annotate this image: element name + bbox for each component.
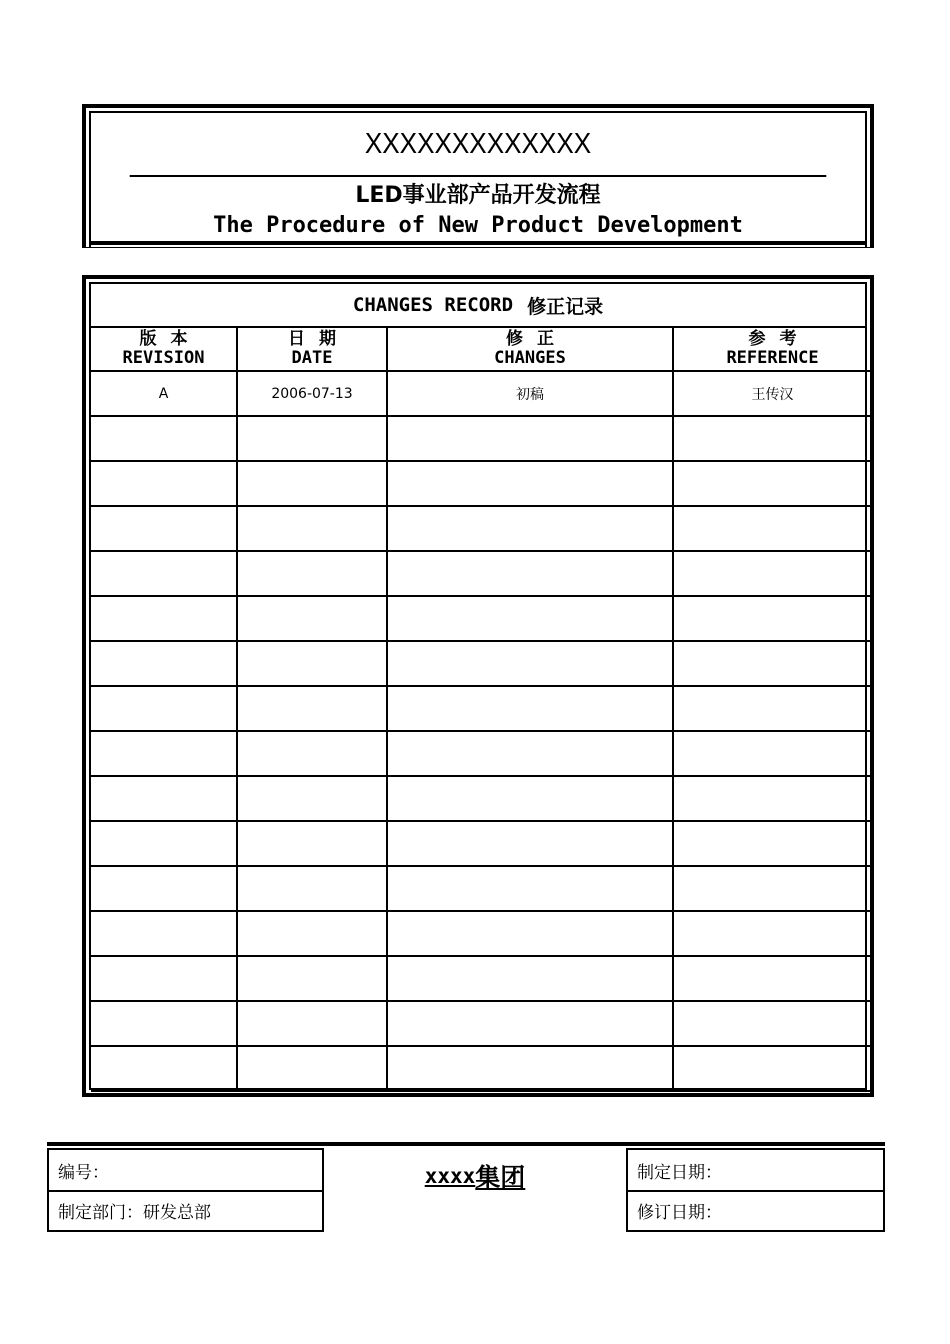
cell-reference [673, 821, 871, 866]
cell-revision [91, 551, 237, 596]
table-row [91, 1001, 871, 1046]
group-name-suffix: 集团 [475, 1163, 526, 1192]
footer-right-box [626, 1148, 885, 1232]
table-row [91, 866, 871, 911]
cell-date [237, 596, 387, 641]
changes-record-heading [91, 284, 865, 328]
footer-left-box [47, 1148, 324, 1232]
cell-revision [91, 641, 237, 686]
table-row [91, 1046, 871, 1091]
cell-changes [387, 641, 673, 686]
english-title: The Procedure of New Product Development [213, 213, 743, 238]
column-header-en: REFERENCE [726, 348, 819, 368]
cell-reference [673, 416, 871, 461]
cell-date [237, 641, 387, 686]
cell-date: 2006-07-13 [237, 371, 387, 416]
cell-date [237, 551, 387, 596]
cell-reference [673, 1046, 871, 1091]
column-header-revision [91, 328, 237, 371]
table-row [91, 551, 871, 596]
column-header-en: DATE [291, 348, 333, 368]
cell-reference [673, 911, 871, 956]
changes-record-table [91, 328, 871, 1092]
cell-revision [91, 956, 237, 1001]
cell-changes [387, 1001, 673, 1046]
created-date-field: 制定日期： [628, 1150, 883, 1192]
cell-reference [673, 641, 871, 686]
cell-changes [387, 821, 673, 866]
document-title-box [82, 104, 874, 248]
table-row [91, 686, 871, 731]
cell-date [237, 776, 387, 821]
cell-reference [673, 1001, 871, 1046]
cell-changes [387, 866, 673, 911]
table-row [91, 956, 871, 1001]
cell-date [237, 416, 387, 461]
cell-date [237, 911, 387, 956]
changes-record-heading-en: CHANGES RECORD [352, 294, 514, 316]
table-row [91, 731, 871, 776]
changes-record-inner [89, 282, 867, 1090]
cell-changes [387, 776, 673, 821]
cell-date [237, 821, 387, 866]
cell-revision [91, 596, 237, 641]
table-row [91, 506, 871, 551]
column-header-reference [673, 328, 871, 371]
title-bottom-rule [91, 241, 865, 245]
cell-reference: 王传汉 [673, 371, 871, 416]
cell-revision [91, 506, 237, 551]
group-name [330, 1156, 620, 1196]
table-row [91, 596, 871, 641]
cell-revision [91, 1001, 237, 1046]
cell-date [237, 506, 387, 551]
cell-reference [673, 776, 871, 821]
table-row [91, 911, 871, 956]
table-row [91, 461, 871, 506]
cell-date [237, 731, 387, 776]
cell-changes: 初稿 [387, 371, 673, 416]
column-header-en: REVISION [122, 348, 205, 368]
footer-top-rule [47, 1142, 885, 1146]
cell-changes [387, 551, 673, 596]
revised-date-field: 修订日期： [637, 1202, 722, 1223]
cell-date [237, 956, 387, 1001]
cell-changes [387, 731, 673, 776]
cell-revision [91, 1046, 237, 1091]
table-row [91, 821, 871, 866]
cell-reference [673, 596, 871, 641]
cell-changes [387, 596, 673, 641]
cell-revision [91, 821, 237, 866]
cell-changes [387, 416, 673, 461]
title-inner-frame [89, 111, 867, 247]
company-code: XXXXXXXXXXXXX [130, 113, 827, 177]
column-header-en: CHANGES [494, 348, 566, 368]
cell-reference [673, 866, 871, 911]
column-header-cn: 版本 [139, 329, 202, 349]
cell-date [237, 1001, 387, 1046]
changes-record-box [82, 275, 874, 1097]
cell-changes [387, 956, 673, 1001]
column-header-date [237, 328, 387, 371]
cell-changes [387, 686, 673, 731]
cell-revision [91, 686, 237, 731]
cell-reference [673, 956, 871, 1001]
cell-reference [673, 506, 871, 551]
cell-date [237, 1046, 387, 1091]
column-header-cn: 日期 [288, 329, 350, 349]
cell-revision: A [91, 371, 237, 416]
cell-reference [673, 461, 871, 506]
cell-revision [91, 911, 237, 956]
changes-record-heading-cn: 修正记录 [527, 295, 604, 318]
table-header-row [91, 328, 871, 371]
column-header-cn: 参考 [748, 329, 811, 349]
table-row [91, 371, 871, 416]
cell-revision [91, 866, 237, 911]
cell-date [237, 461, 387, 506]
table-row [91, 641, 871, 686]
cell-changes [387, 911, 673, 956]
cell-revision [91, 416, 237, 461]
cell-revision [91, 461, 237, 506]
cell-revision [91, 731, 237, 776]
cell-reference [673, 551, 871, 596]
cell-changes [387, 1046, 673, 1091]
column-header-cn: 修正 [506, 329, 568, 349]
table-row [91, 776, 871, 821]
column-header-changes [387, 328, 673, 371]
cell-changes [387, 506, 673, 551]
cell-revision [91, 776, 237, 821]
document-title [91, 177, 865, 245]
cell-reference [673, 686, 871, 731]
cell-changes [387, 461, 673, 506]
department-field: 制定部门：研发总部 [58, 1202, 211, 1223]
cell-date [237, 866, 387, 911]
cell-reference [673, 731, 871, 776]
table-row [91, 416, 871, 461]
document-number-field: 编号： [49, 1150, 322, 1192]
group-name-prefix: xxxx [424, 1164, 476, 1188]
chinese-title: LED事业部产品开发流程 [355, 183, 601, 208]
cell-date [237, 686, 387, 731]
